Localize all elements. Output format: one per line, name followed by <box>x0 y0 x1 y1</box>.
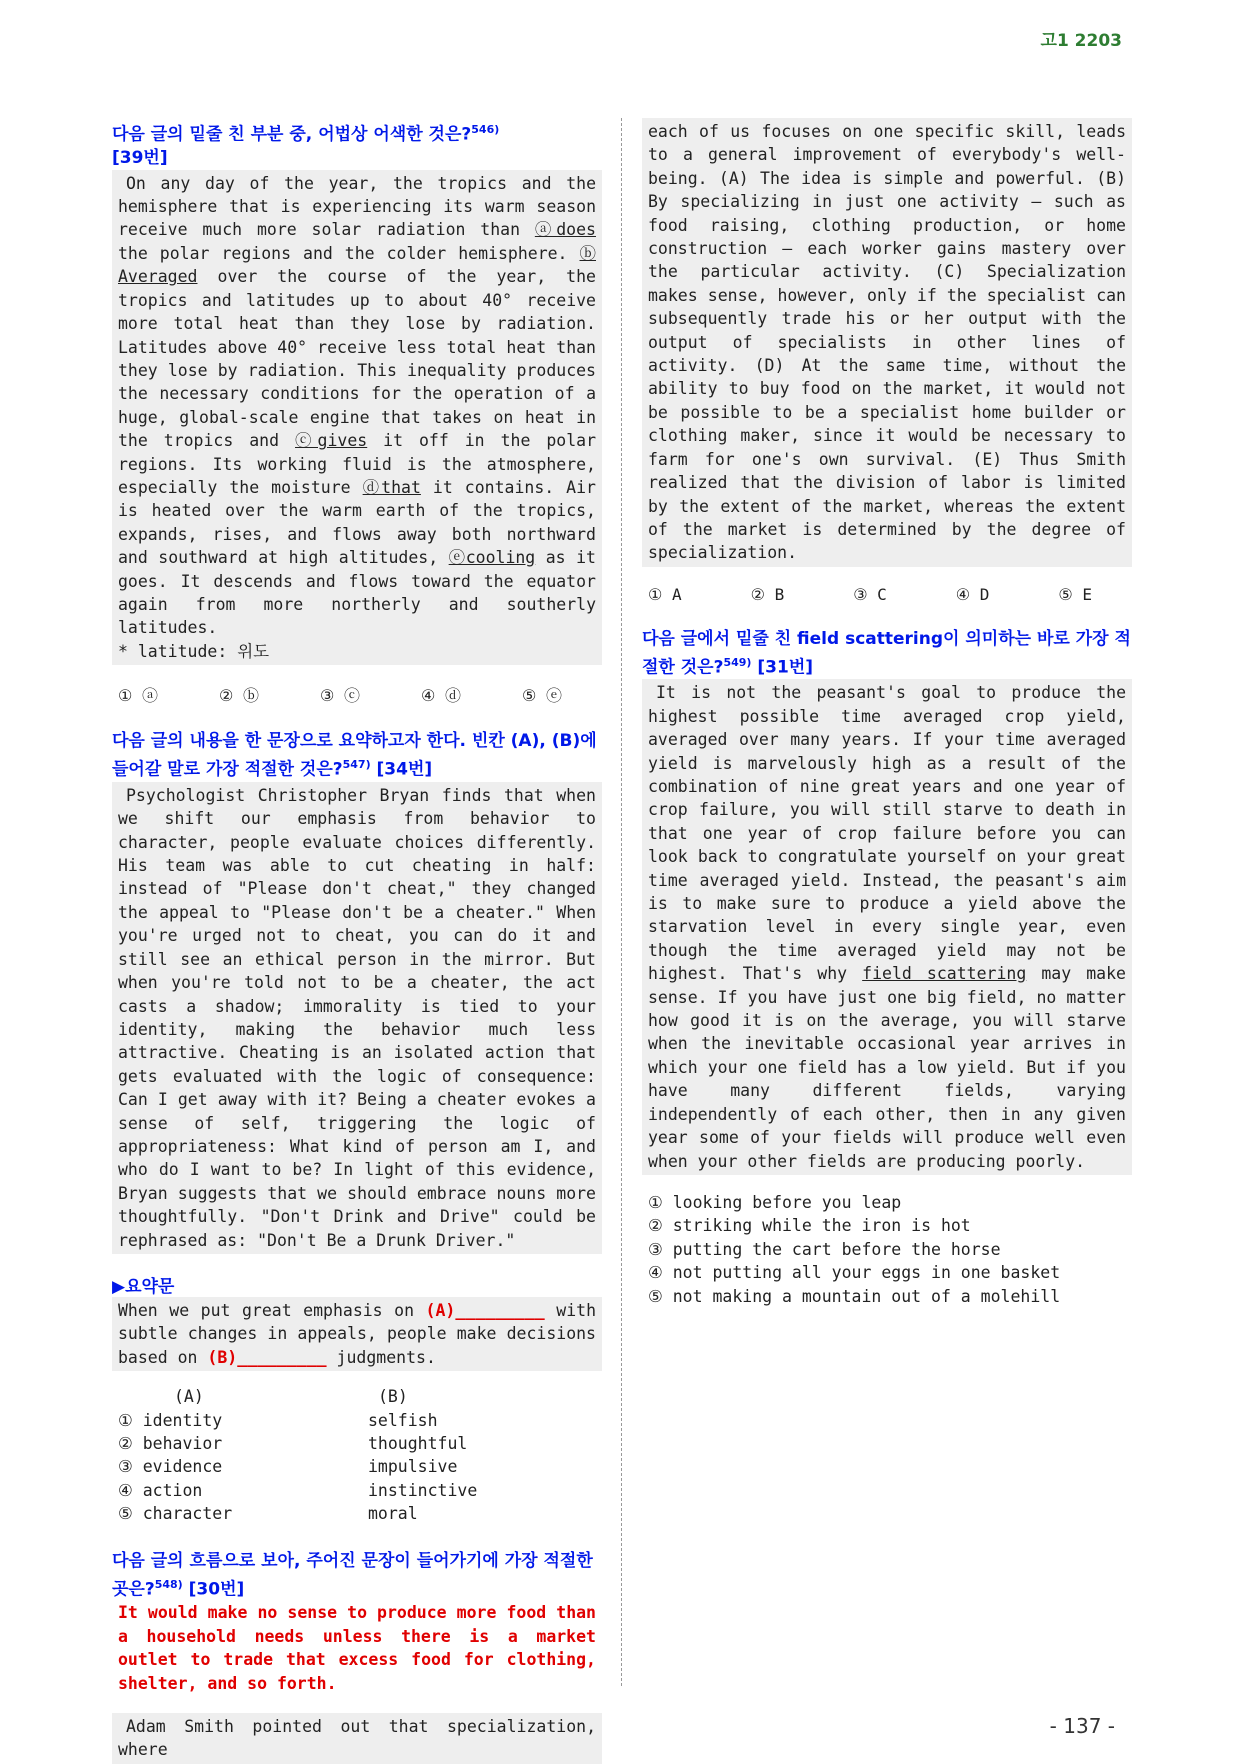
choice-3[interactable]: ③ C <box>853 584 887 604</box>
question-546 <box>112 118 602 706</box>
choice-2[interactable]: ② behavior thoughtful <box>118 1434 468 1453</box>
choice-1[interactable]: ① identity selfish <box>118 1410 438 1430</box>
column-divider <box>621 118 622 1686</box>
marker-a: ⓐdoes <box>534 220 596 240</box>
choice-2[interactable]: ② B <box>750 584 785 604</box>
choice-4[interactable]: ④ ⓓ <box>421 686 461 706</box>
exam-code: 고1 2203 <box>1040 31 1122 51</box>
passage-continued: each of us focuses on one specific skill, leads to a general improvement of everybody's well-being. (A) The idea is simple and powerful. (B) By specializing in just one activity — such as food raising, clothing production, or home construction — each worker gains mastery over the particular activity. (C) Specialization makes sense, however, only if the specialist can subsequently trade his or her output with the output of specialists in other lines of activity. (D) At the same time, without the ability to buy food on the market, it would not be possible to be a specialist home builder or clothing maker, since it would be necessary to farm for one's own survival. (E) Thus Smith realized that the division of labor is limited by the extent of the market, whereas the extent of the market is determined by the degree of specialization. <box>642 118 1132 567</box>
choice-3[interactable]: ③ ⓒ <box>320 686 360 706</box>
choice-4[interactable]: ④ not putting all your eggs in one basket <box>648 1263 1061 1283</box>
marker-b: ⓑ Averaged <box>118 243 596 287</box>
passage: It is not the peasant's goal to produce the highest possible time averaged crop yield, averaged over many years. If your time averaged yield is marvelously high as a result of the combination of nine great years and one year of crop failure, you will still starve to death in that one year of crop failure before you can look back to congratulate yourself on your great time averaged yield. Instead, the peasant's aim is to make sure to produce a yield above the starvation level in every single year, even though the time averaged yield may not be highest. That's why field scattering may make sense. If you have just one big field, no matter how good it is on the average, you will starve when the inevitable occasional year arrives in which your one field has a low yield. But if you have many different fields, varying independently of each other, then in any given year some of your fields will produce well even when your other fields are producing poorly. <box>642 679 1132 1175</box>
choice-3[interactable]: ③ evidence impulsive <box>118 1457 458 1477</box>
passage: On any day of the year, the tropics and the hemisphere that is experiencing its warm season receive much more solar radiation than ⓐdoes the polar regions and the colder hemisphere. ⓑ Averaged over the course of the year, the tropics and latitudes up to about 40° receive more total heat than they lose by radiation. Latitudes above 40° receive less total heat than they lose by radiation. This inequality produces the necessary conditions for the operation of a huge, global-scale engine that takes on heat in the tropics and ⓒgives it off in the polar regions. Its working fluid is the atmosphere, especially the moisture ⓓthat it contains. Air is heated over the warm earth of the tropics, expands, rises, and flows away both northward and southward at high altitudes, ⓔcooling as it goes. It descends and flows toward the equator again from more northerly and southerly latitudes. * latitude: 위도 <box>112 170 602 666</box>
footnote: * latitude: 위도 <box>118 641 270 661</box>
question-548 <box>112 1550 602 1764</box>
marker-c: ⓒgives <box>295 431 368 451</box>
question-title: 다음 글의 흐름으로 보아, 주어진 문장이 들어가기에 가장 적절한 곳은?$^{548)}$ [30번] <box>112 1550 593 1600</box>
answer-choices <box>642 585 1132 604</box>
question-title: 다음 글에서 밑줄 친 field scattering이 의미하는 바로 가장 적절한 것은?$^{549)}$ [31번] <box>642 628 1131 678</box>
underlined-phrase: field scattering <box>862 964 1027 984</box>
passage-start: Adam Smith pointed out that specialization, where <box>112 1713 602 1764</box>
answer-table <box>112 1385 602 1525</box>
summary-title: ▶요약문 <box>112 1276 175 1297</box>
choice-2[interactable]: ② striking while the iron is hot <box>648 1216 971 1236</box>
question-549 <box>642 628 1132 1308</box>
choice-4[interactable]: ④ action instinctive <box>118 1480 478 1500</box>
marker-d: ⓓthat <box>362 477 421 497</box>
question-title: 다음 글의 내용을 한 문장으로 요약하고자 한다. 빈칸 (A), (B)에 들어갈 말로 가장 적절한 것은?$^{547)}$ [34번] <box>112 731 597 780</box>
answer-choices <box>642 1191 1132 1308</box>
choice-1[interactable]: ① A <box>648 584 682 604</box>
choice-1[interactable]: ① ⓐ <box>118 686 158 706</box>
choice-5[interactable]: ⑤ character moral <box>118 1504 418 1524</box>
choice-3[interactable]: ③ putting the cart before the horse <box>648 1239 1001 1259</box>
choice-5[interactable]: ⑤ E <box>1058 584 1092 604</box>
page-number: - 137 - <box>1049 1714 1115 1738</box>
choice-5[interactable]: ⑤ ⓔ <box>522 686 562 706</box>
choice-1[interactable]: ① looking before you leap <box>648 1192 902 1212</box>
summary-sentence: When we put great emphasis on (A)_________ with subtle changes in appeals, people make decisions based on (B)_________ judgments. <box>112 1297 602 1371</box>
blank-a: (A)_________ <box>425 1300 545 1320</box>
choice-4[interactable]: ④ D <box>955 584 990 604</box>
choice-5[interactable]: ⑤ not making a mountain out of a molehill <box>648 1286 1061 1306</box>
marker-e: ⓔcooling <box>448 548 536 568</box>
question-title: 다음 글의 밑줄 친 부분 중, 어법상 어색한 것은?$^{546)}$ [39번] <box>112 123 500 168</box>
blank-b: (B)_________ <box>207 1347 327 1367</box>
passage: Psychologist Christopher Bryan finds that when we shift our emphasis from behavior to character, people evaluate choices differently. His team was able to cut cheating in half: instead of "Please don't cheat," they changed the appeal to "Please don't be a cheater." When you're urged not to cheat, you can do it and still see an ethical person in the mirror. But when you're told not to be a cheater, the act casts a shadow; immorality is tied to your identity, making the behavior much less attractive. Cheating is an isolated action that gets evaluated with the logic of consequence: Can I get away with it? Being a cheater evokes a sense of self, triggering the logic of appropriateness: What kind of person am I, and who do I want to be? In light of this evidence, Bryan suggests that we should embrace nouns more thoughtfully. "Don't Drink and Drive" could be rephrased as: "Don't Be a Drunk Driver." <box>112 782 602 1254</box>
column-b-header: (B) <box>378 1387 408 1407</box>
answer-choices <box>112 683 602 706</box>
choice-2[interactable]: ② ⓑ <box>219 686 259 706</box>
question-547 <box>112 730 602 1525</box>
right-column <box>642 118 1132 1308</box>
left-column <box>112 118 602 1764</box>
given-sentence: It would make no sense to produce more food than a household needs unless there is a market outlet to trade that excess food for clothing, shelter, and so forth. <box>118 1603 596 1693</box>
column-a-header: (A) <box>174 1387 204 1407</box>
